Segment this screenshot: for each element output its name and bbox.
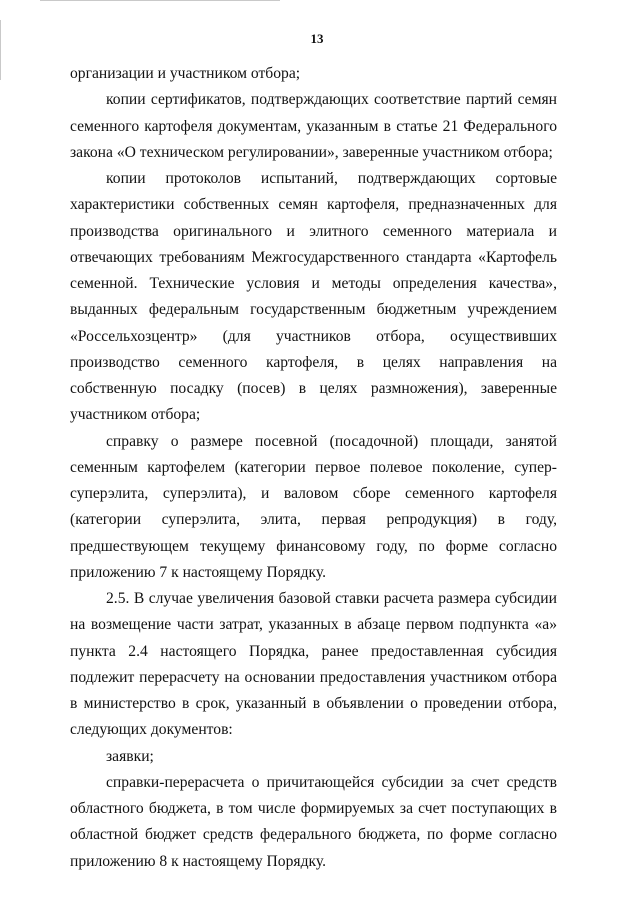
paragraph-3: копии протоколов испытаний, подтверждающих сортовые характеристики собственных семян картофеля, предназначенных для производства оригинального и элитного семенного материала и отвечающих требованиям Межгосударственного стандарта «Картофель семенной. Технические условия и методы определения качества», выданных федеральным государственным бюджетным учреждением «Россельхозцентр» (для участников отбора, осуществивших производство семенного картофеля, в целях направления на собственную посадку (посев) в целях размножения), заверенные участником отбора; — [70, 170, 557, 424]
paragraph-2: копии сертификатов, подтверждающих соответствие партий семян семенного картофеля документам, указанным в статье 21 Федерального закона «О техническом регулировании», заверенные участником отбора; — [70, 91, 557, 161]
paragraph-4: справку о размере посевной (посадочной) площади, занятой семенным картофелем (категории первое полевое поколение, супер-суперэлита, суперэлита), и валовом сборе семенного картофеля (категории суперэлита, элита, первая репродукция) в году, предшествующем текущему финансовому году, по форме согласно приложению 7 к настоящему Порядку. — [70, 432, 557, 581]
paragraph-5: 2.5. В случае увеличения базовой ставки расчета размера субсидии на возмещение части затрат, указанных в абзаце первом подпункта «а» пункта 2.4 настоящего Порядка, ранее предоставленная субсидия подлежит перерасчету на основании предоставления участником отбора в министерство в срок, указанный в объявлении о проведении отбора, следующих документов: — [70, 590, 557, 739]
document-body — [70, 61, 557, 875]
paragraph-6: заявки; — [106, 747, 154, 765]
paragraph-1: организации и участником отбора; — [70, 65, 301, 82]
scan-edge-left — [0, 20, 1, 80]
paragraph-7: справки-перерасчета о причитающейся субсидии за счет средств областного бюджета, в том числе формируемых за счет поступающих в областной бюджет средств федерального бюджета, по форме согласно приложению 8 к настоящему Порядку. — [70, 773, 557, 870]
page-number: 13 — [310, 31, 324, 46]
scan-edge-top — [40, 0, 280, 1]
